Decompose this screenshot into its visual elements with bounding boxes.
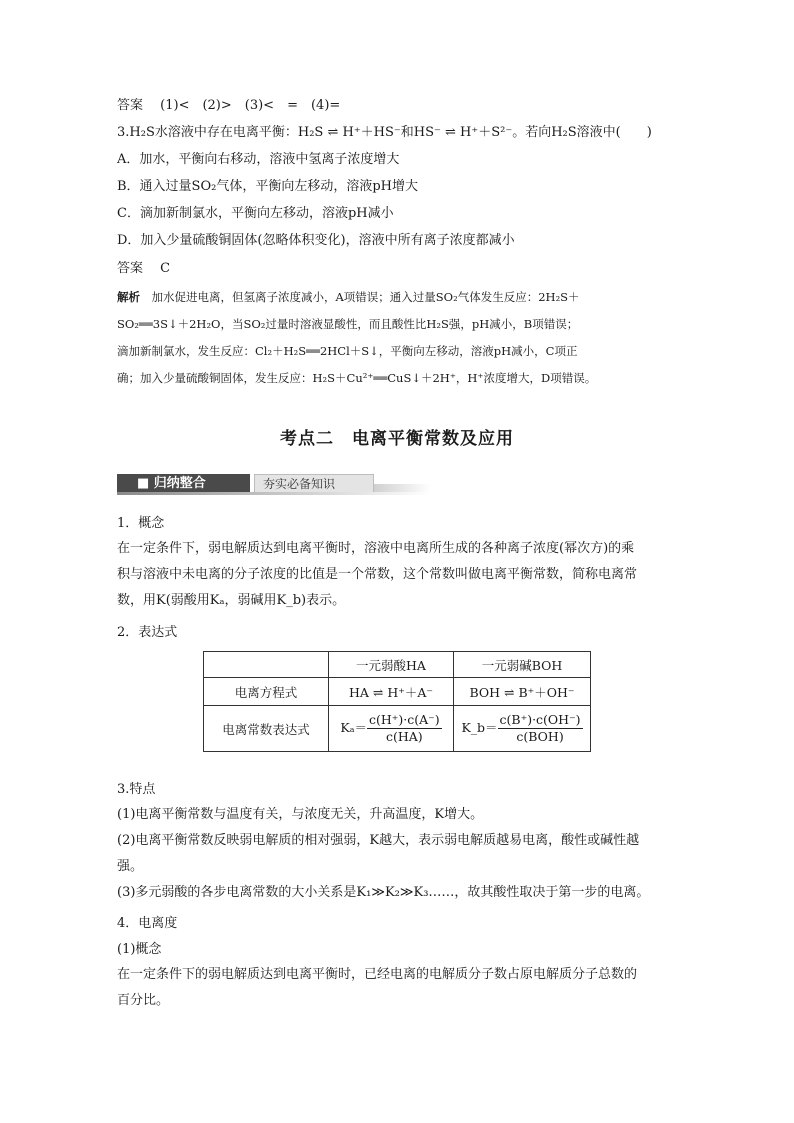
features-list xyxy=(117,802,681,906)
option-a: A．加水，平衡向右移动，溶液中氢离子浓度增大 xyxy=(117,152,400,167)
banner-main-label: ■ 归纳整合 xyxy=(137,476,206,491)
feature-item-2-cont: 强。 xyxy=(117,859,144,874)
answer-text: (1)< (2)> (3)< = (4)= xyxy=(160,98,341,113)
ka-lhs: Kₐ＝ xyxy=(340,720,368,735)
banner-main xyxy=(117,474,250,494)
table-cell-kb xyxy=(454,706,591,752)
heading-expression: 2．表达式 xyxy=(117,625,178,640)
table-row-constant xyxy=(204,706,591,752)
banner-sub xyxy=(254,474,374,494)
option-b: B．通入过量SO₂气体，平衡向左移动，溶液pH增大 xyxy=(117,179,418,194)
section-banner xyxy=(117,472,431,496)
section-title: 考点二 电离平衡常数及应用 xyxy=(280,429,514,449)
option-d: D．加入少量硫酸铜固体(忽略体积变化)，溶液中所有离子浓度都减小 xyxy=(117,233,515,248)
table-cell-label: 电离常数表达式 xyxy=(204,706,329,752)
ka-numerator: c(H⁺)·c(A⁻) xyxy=(369,712,440,727)
ionization-degree-paragraph xyxy=(117,962,681,1014)
analysis-line-3: 滴加新制氯水，发生反应：Cl₂＋H₂S══2HCl＋S↓，平衡向左移动，溶液pH减小，C项正 xyxy=(117,344,578,358)
concept-line-3: 数，用K(弱酸用Kₐ，弱碱用K_b)表示。 xyxy=(117,593,346,608)
heading-concept: 1．概念 xyxy=(117,516,165,531)
answer-line-1 xyxy=(117,96,683,116)
option-c: C．滴加新制氯水，平衡向左移动，溶液pH减小 xyxy=(117,206,394,221)
ionization-line-1: 在一定条件下的弱电解质达到电离平衡时，已经电离的电解质分子数占原电解质分子总数的 xyxy=(117,967,638,982)
table-header-boh: 一元弱碱BOH xyxy=(454,652,591,678)
table-header-row xyxy=(204,652,591,678)
answer-label: 答案 xyxy=(117,98,144,113)
table-row-equation xyxy=(204,678,591,706)
feature-item-2: (2)电离平衡常数反映弱电解质的相对强弱，K越大，表示弱电解质越易电离，酸性或碱性越 xyxy=(117,833,640,848)
ka-fraction xyxy=(367,712,442,745)
analysis-text: 加水促进电离，但氢离子浓度减小，A项错误；通入过量SO₂气体发生反应：2H₂S＋ xyxy=(151,290,580,304)
table-cell-ka xyxy=(329,706,454,752)
subheading-concept: (1)概念 xyxy=(117,942,162,957)
concept-line-2: 积与溶液中未电离的分子浓度的比值是一个常数，这个常数叫做电离平衡常数，简称电离常 xyxy=(117,567,638,582)
concept-paragraph xyxy=(117,536,681,614)
analysis-line-1 xyxy=(117,287,683,307)
analysis-line-4: 确；加入少量硫酸铜固体，发生反应：H₂S＋Cu²⁺══CuS↓＋2H⁺，H⁺浓度增大，D项错误。 xyxy=(117,371,597,385)
table-cell-label: 电离方程式 xyxy=(204,678,329,706)
ka-denominator: c(HA) xyxy=(385,729,423,744)
expression-table xyxy=(203,651,591,752)
kb-denominator: c(BOH) xyxy=(516,729,564,744)
concept-line-1: 在一定条件下，弱电解质达到电离平衡时，溶液中电离所生成的各种离子浓度(幂次方)的乘 xyxy=(117,541,635,556)
table-header-ha: 一元弱酸HA xyxy=(329,652,454,678)
banner-underline xyxy=(117,492,431,495)
analysis-label: 解析 xyxy=(117,290,140,304)
question-3-stem: 3.H₂S水溶液中存在电离平衡：H₂S ⇌ H⁺＋HS⁻和HS⁻ ⇌ H⁺＋S²⁻。若向H₂S溶液中( ) xyxy=(117,125,652,140)
ionization-line-2: 百分比。 xyxy=(117,993,170,1008)
kb-numerator: c(B⁺)·c(OH⁻) xyxy=(499,712,581,727)
table-cell-boh-eq: BOH ⇌ B⁺＋OH⁻ xyxy=(454,678,591,706)
heading-ionization-degree: 4．电离度 xyxy=(117,916,178,931)
answer-line-2 xyxy=(117,259,683,279)
heading-features: 3.特点 xyxy=(117,782,156,797)
kb-lhs: K_b＝ xyxy=(461,720,498,735)
table-cell-ha-eq: HA ⇌ H⁺＋A⁻ xyxy=(329,678,454,706)
feature-item-1: (1)电离平衡常数与温度有关，与浓度无关，升高温度，K增大。 xyxy=(117,807,484,822)
analysis-line-2: SO₂══3S↓＋2H₂O，当SO₂过量时溶液显酸性，而且酸性比H₂S强，pH减小，B项错误； xyxy=(117,317,579,331)
answer-choice: C xyxy=(160,261,171,276)
feature-item-3: (3)多元弱酸的各步电离常数的大小关系是K₁≫K₂≫K₃……，故其酸性取决于第一步的电离。 xyxy=(117,885,650,900)
banner-sub-label: 夯实必备知识 xyxy=(263,477,336,491)
table-header-empty xyxy=(204,652,329,678)
kb-fraction xyxy=(498,712,583,745)
answer-label: 答案 xyxy=(117,261,144,276)
